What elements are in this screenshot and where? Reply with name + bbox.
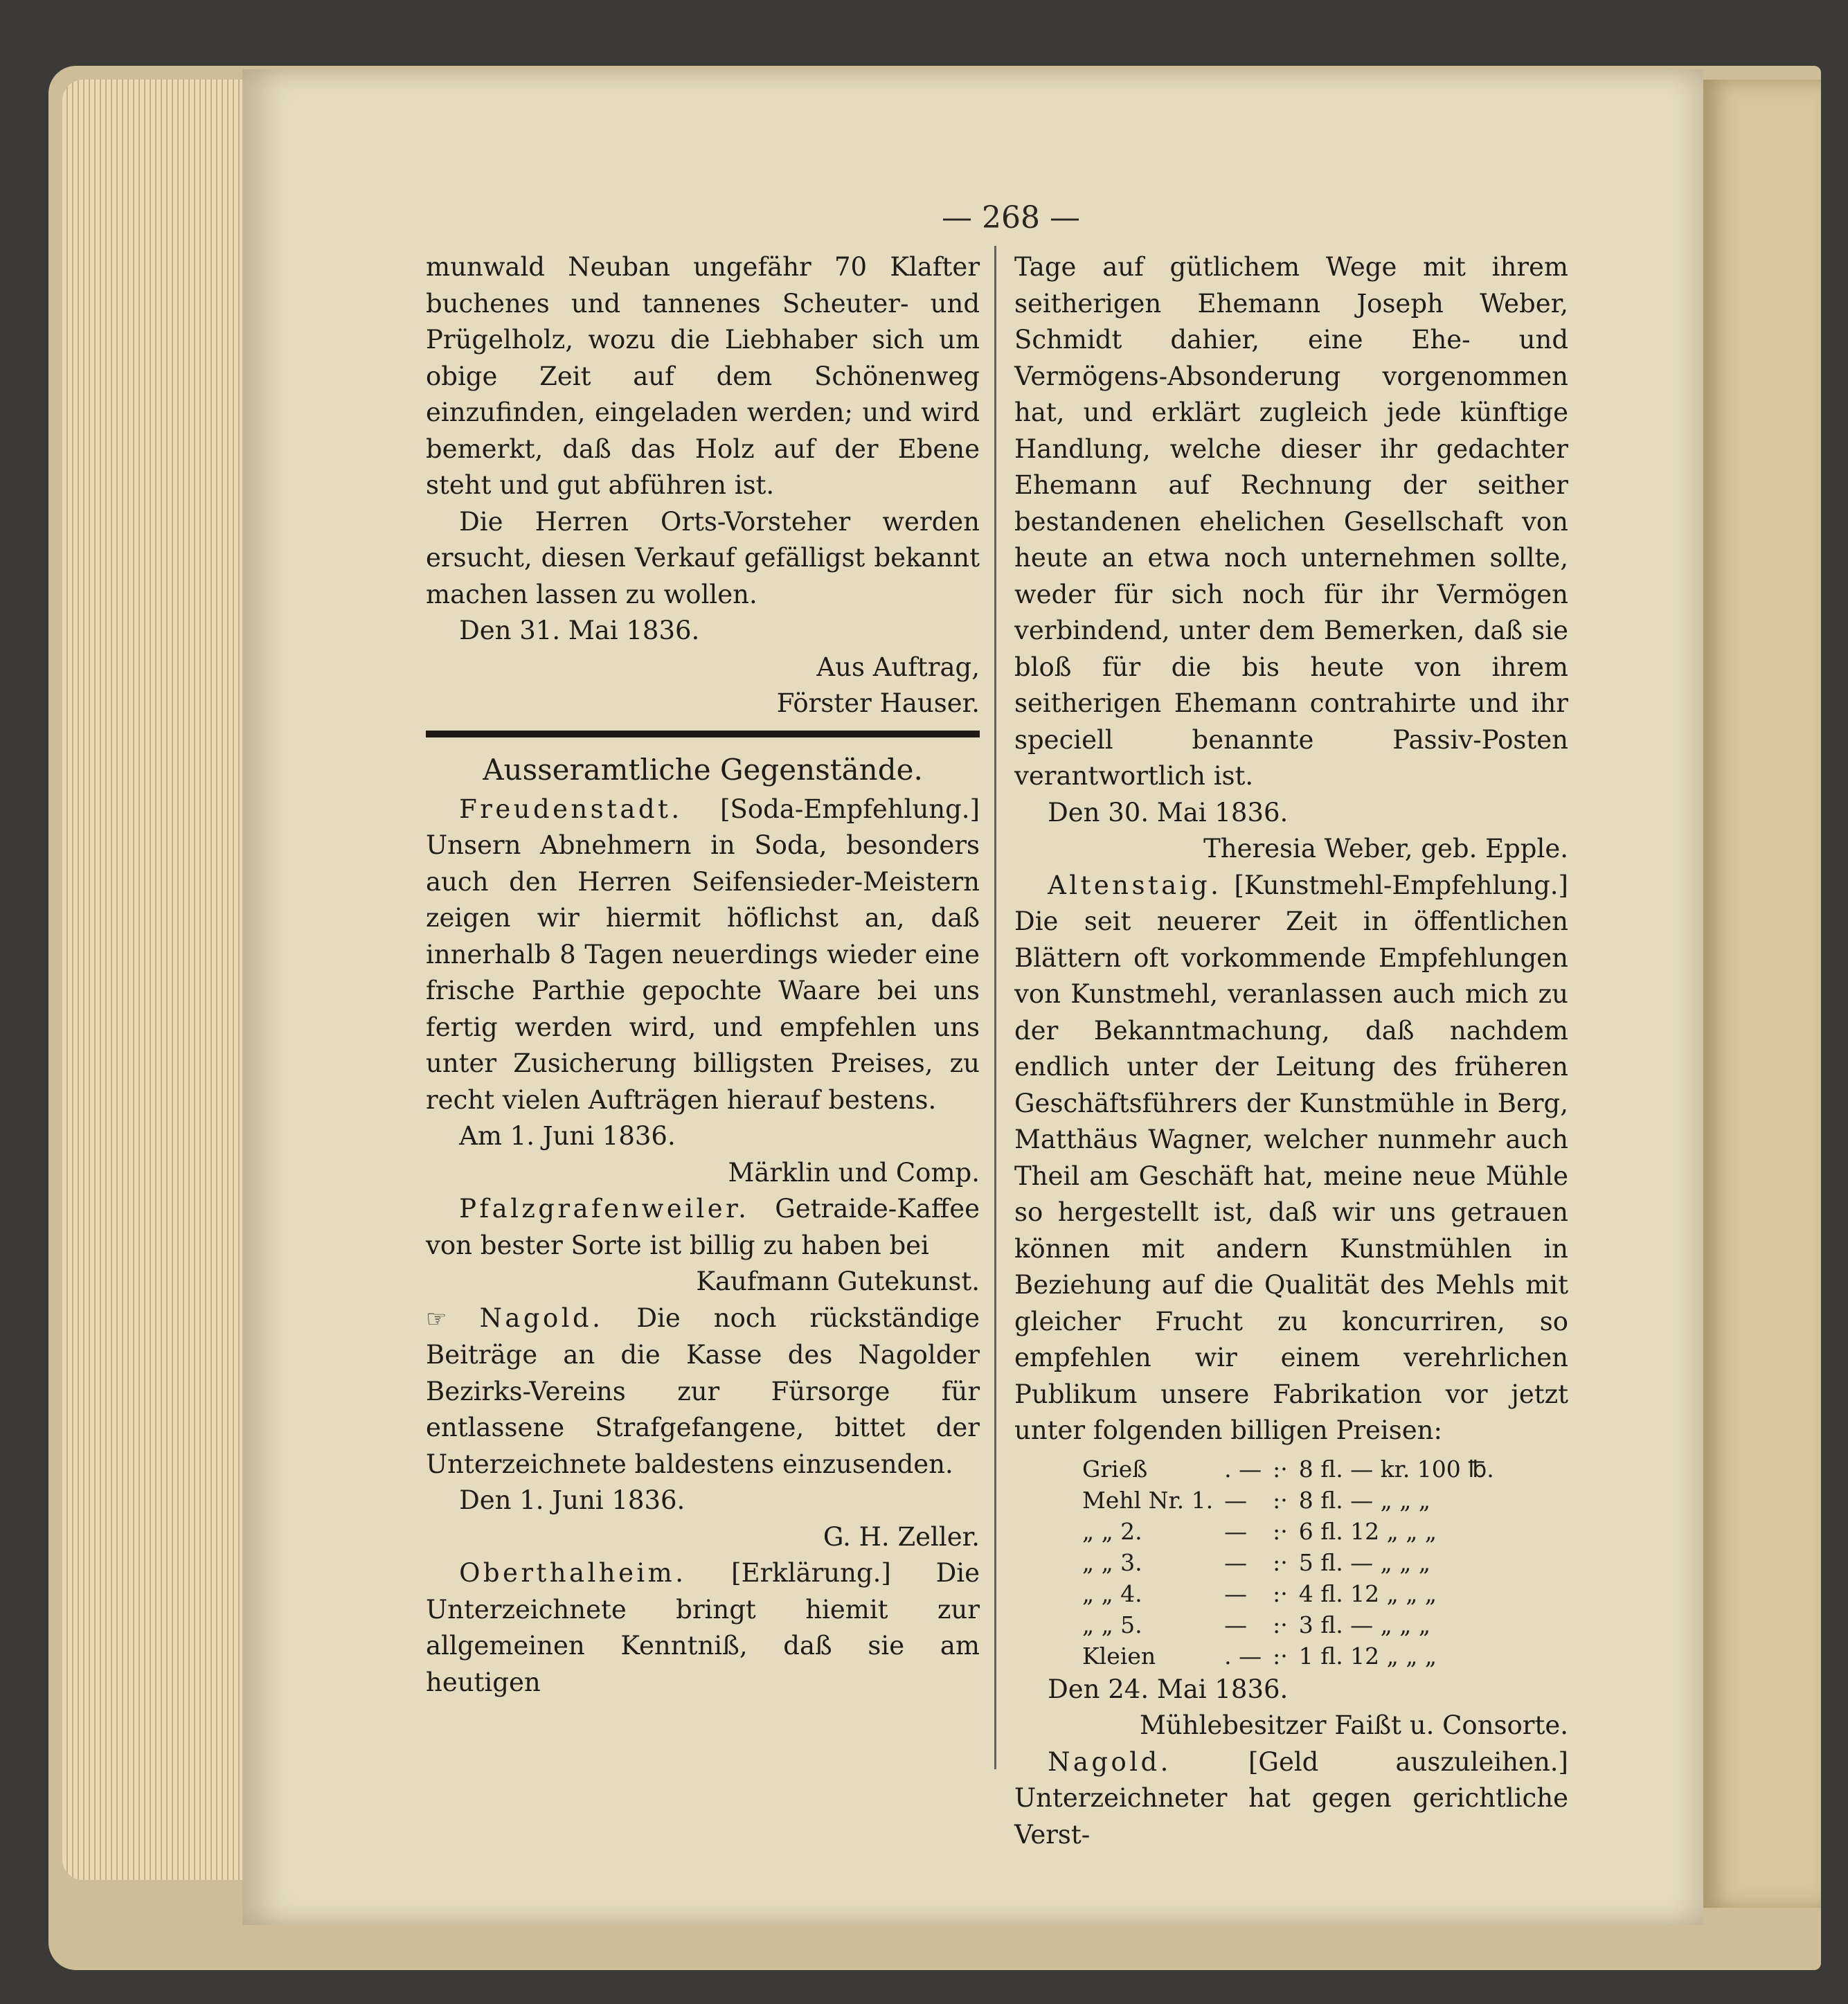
ad-text: Die noch rückständige Beiträge an die Kasse des Nagolder Bezirks-Vereins zur Fürsorge für entlassene Strafgefangene, bittet der Unterzeichnete baldestens einzusenden. <box>426 1303 980 1479</box>
right-signature-2: Mühlebesitzer Faißt u. Consorte. <box>1139 1710 1568 1740</box>
section-title: Ausseramtliche Gegenstände. <box>483 752 923 787</box>
pointing-hand-icon: ☞ <box>426 1305 480 1333</box>
ad-signature: G. H. Zeller. <box>823 1521 980 1552</box>
right-signature-1: Theresia Weber, geb. Epple. <box>1203 834 1568 864</box>
ad-text: [Soda-Empfehlung.] Unsern Abnehmern in Soda, besonders auch den Herren Seifensieder-Meistern zeigen wir hiermit höflichst an, daß innerhalb 8 Tagen neuerdings wieder eine frische Parthie gepochte Waare bei uns fertig werden wird, und empfehlen uns unter Zusicherung billigsten Preises, zu recht vielen Aufträgen hierauf bestens. <box>426 794 980 1115</box>
section-rule <box>426 731 980 737</box>
column-divider <box>994 246 996 1769</box>
ad-signature: Kaufmann Gutekunst. <box>696 1267 980 1296</box>
ad-date: Am 1. Juni 1836. <box>459 1121 676 1151</box>
page-number: — 268 — <box>942 200 1080 235</box>
ad-oberthalheim <box>426 1555 980 1701</box>
right-date-2: Den 24. Mai 1836. <box>1048 1674 1289 1704</box>
ad-freudenstadt <box>426 791 980 1119</box>
ad-nagold-geld <box>1014 1744 1568 1854</box>
ad-text: [Geld auszuleihen.] Unterzeichneter hat gegen gerichtliche Verst- <box>1014 1746 1568 1850</box>
price-table <box>1077 1453 1500 1672</box>
ad-pfalzgrafenweiler <box>426 1191 980 1264</box>
left-signature-1b: Förster Hauser. <box>776 688 980 718</box>
price-row: „ „ 4. — :· 4 fl. 12 „ „ „ <box>1082 1580 1437 1607</box>
ad-place: Nagold. <box>1048 1746 1172 1777</box>
ad-text: Getraide-Kaffee von bester Sorte ist billig zu haben bei <box>426 1194 980 1260</box>
ad-place: Nagold. <box>479 1303 604 1333</box>
ad-place: Oberthalheim. <box>459 1558 687 1588</box>
page-edges <box>62 80 249 1880</box>
price-row: Mehl Nr. 1. — :· 8 fl. — „ „ „ <box>1082 1486 1430 1514</box>
ad-date: Den 1. Juni 1836. <box>459 1485 685 1515</box>
right-date-1: Den 30. Mai 1836. <box>1048 797 1289 827</box>
left-paragraph-2: Die Herren Orts-Vorsteher werden ersucht, diesen Verkauf gefälligst bekannt machen lassen zu wollen. <box>426 506 980 609</box>
ad-place: Altenstaig. <box>1048 870 1222 900</box>
ad-place: Freudenstadt. <box>459 794 683 824</box>
price-row: „ „ 5. — :· 3 fl. — „ „ „ <box>1082 1611 1430 1638</box>
right-column <box>1014 249 1568 1853</box>
ad-text: [Kunstmehl-Empfehlung.] Die seit neuerer Zeit in öffentlichen Blättern oft vorkommende Empfehlungen von Kunstmehl, veranlassen auch mich zu der Bekanntmachung, daß nachdem endlich unter der Leitung des früheren Geschäftsführers der Kunstmühle in Berg, Matthäus Wagner, welcher nunmehr auch Theil am Geschäft hat, meine neue Mühle so hergestellt ist, daß wir uns getrauen können mit andern Kunstmühlen in Beziehung auf die Qualität des Mehls mit gleicher Frucht zu koncurriren, so empfehlen wir einem verehrlichen Publikum unsere Fabrikation vor jetzt unter folgenden billigen Preisen: <box>1014 870 1568 1445</box>
price-row: „ „ 3. — :· 5 fl. — „ „ „ <box>1082 1548 1430 1576</box>
left-paragraph-1: munwald Neuban ungefähr 70 Klafter buchenes und tannenes Scheuter- und Prügelholz, wozu die Liebhaber sich um obige Zeit auf dem Schönenweg einzufinden, eingeladen werden; und wird bemerkt, daß das Holz auf der Ebene steht und gut abführen ist. <box>426 252 980 500</box>
ad-signature: Märklin und Comp. <box>728 1157 980 1188</box>
right-paragraph-1: Tage auf gütlichem Wege mit ihrem seitherigen Ehemann Joseph Weber, Schmidt dahier, eine Ehe- und Vermögens-Absonderung vorgenommen hat, und erklärt zugleich jede künftige Handlung, welche dieser ihr gedachter Ehemann auf Rechnung der seither bestandenen ehelichen Gesellschaft von heute an etwa noch unternehmen sollte, weder für sich noch für ihr Vermögen verbindend, unter dem Bemerken, daß sie bloß für die bis heute von ihrem seitherigen Ehemann contrahirte und ihr speciell benannte Passiv-Posten verantwortlich ist. <box>1014 252 1568 791</box>
left-column <box>426 249 980 1701</box>
left-signature-1a: Aus Auftrag, <box>816 652 980 682</box>
ad-text: [Erklärung.] Die Unterzeichnete bringt hiemit zur allgemeinen Kenntniß, daß sie am heutigen <box>426 1558 980 1697</box>
price-row: Kleien . — :· 1 fl. 12 „ „ „ <box>1082 1642 1437 1670</box>
facing-page-edge <box>1703 80 1821 1908</box>
price-row: Grieß . — :· 8 fl. — kr. 100 ℔. <box>1082 1455 1494 1483</box>
price-row: „ „ 2. — :· 6 fl. 12 „ „ „ <box>1082 1517 1437 1545</box>
left-date-1: Den 31. Mai 1836. <box>459 616 700 645</box>
ad-nagold <box>426 1300 980 1483</box>
ad-place: Pfalzgrafenweiler. <box>459 1194 750 1224</box>
ad-altenstaig <box>1014 868 1568 1449</box>
